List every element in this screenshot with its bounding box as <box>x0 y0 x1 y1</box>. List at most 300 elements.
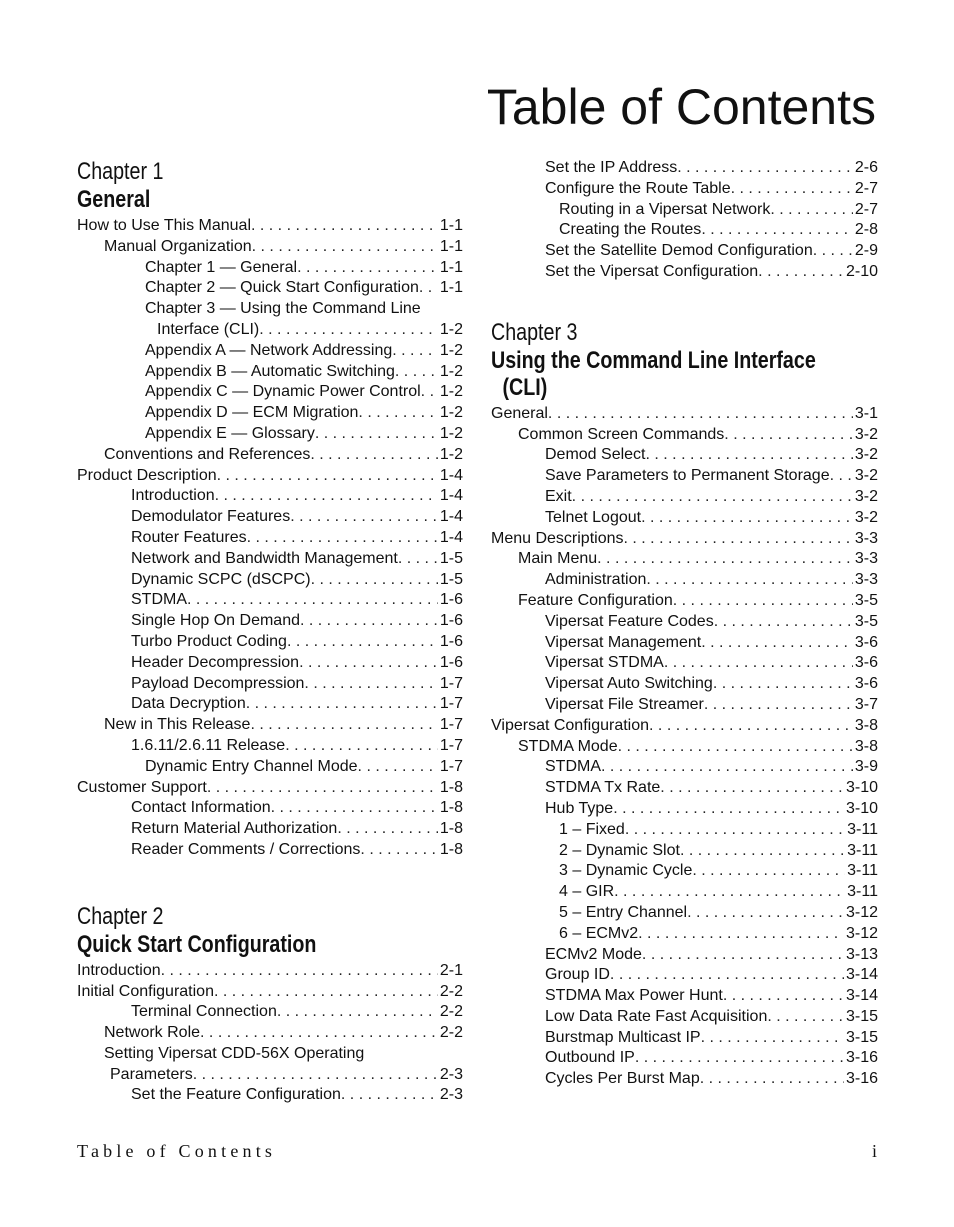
toc-entry-page: 1-5 <box>439 549 463 567</box>
dot-leader <box>642 945 844 966</box>
dot-leader <box>193 1065 438 1086</box>
toc-entry-label: Data Decryption <box>131 695 246 713</box>
toc-entry[interactable] <box>491 986 878 1007</box>
toc-entry-page: 1-8 <box>439 799 463 817</box>
toc-entry-page: 3-15 <box>845 1028 878 1046</box>
toc-entry-label: Menu Descriptions <box>491 529 624 547</box>
toc-entry-page: 1-7 <box>439 695 463 713</box>
toc-entry-label: Manual Organization <box>104 237 252 255</box>
toc-entry-page: 1-4 <box>439 487 463 505</box>
toc-entry-label: 1.6.11/2.6.11 Release <box>131 736 286 754</box>
toc-entry-label: Telnet Logout <box>545 508 642 526</box>
toc-entry-page: 1-4 <box>439 508 463 526</box>
dot-leader <box>392 341 438 362</box>
toc-entry-label: Vipersat STDMA <box>545 654 664 672</box>
dot-leader <box>290 507 438 528</box>
toc-entry-page: 1-1 <box>439 258 463 276</box>
toc-right-column <box>491 158 878 1090</box>
toc-entry[interactable] <box>491 924 878 945</box>
toc-entry-label: Payload Decompression <box>131 674 305 692</box>
toc-entry[interactable] <box>77 278 463 299</box>
dot-leader <box>641 508 853 529</box>
toc-entry-page: 1-6 <box>439 632 463 650</box>
toc-entry-label: Terminal Connection <box>131 1003 277 1021</box>
dot-leader <box>251 216 438 237</box>
toc-entry-label: Common Screen Commands <box>518 425 725 443</box>
toc-entry[interactable] <box>77 632 463 653</box>
toc-entry-page: 3-2 <box>854 487 878 505</box>
dot-leader <box>704 695 853 716</box>
chapter-number: Chapter 1 <box>77 158 164 185</box>
chapter-title-line: Quick Start Configuration <box>77 930 317 958</box>
dot-leader <box>285 736 438 757</box>
toc-entry-page: 1-1 <box>439 217 463 234</box>
toc-entry-label: Vipersat Management <box>545 633 702 651</box>
dot-leader <box>252 237 438 258</box>
toc-entry-page: 2-2 <box>439 1024 463 1042</box>
toc-entry-label: 4 – GIR <box>559 883 615 901</box>
toc-entry[interactable] <box>77 674 463 695</box>
toc-entry[interactable] <box>491 612 878 633</box>
dot-leader <box>713 674 853 695</box>
toc-entry[interactable] <box>491 882 878 903</box>
chapter-title-line: Using the Command Line Interface <box>491 346 816 374</box>
toc-entry[interactable] <box>77 961 463 982</box>
toc-entry[interactable] <box>77 528 463 549</box>
toc-entry-label: Return Material Authorization <box>131 820 338 838</box>
toc-entry-page: 3-14 <box>845 966 878 984</box>
toc-entry[interactable] <box>491 945 878 966</box>
dot-leader <box>421 382 438 403</box>
dot-leader <box>601 757 853 778</box>
toc-entry[interactable] <box>491 570 878 591</box>
toc-entry-label: Low Data Rate Fast Acquisition <box>545 1007 768 1025</box>
toc-entry[interactable] <box>77 1065 463 1086</box>
dot-leader <box>246 694 438 715</box>
toc-entry-label: Set the IP Address <box>545 159 678 176</box>
chapter-title-line: (CLI) <box>502 373 548 401</box>
dot-leader <box>649 716 853 737</box>
toc-entry-page: 1-4 <box>439 528 463 546</box>
toc-entry-page: 3-3 <box>854 550 878 568</box>
toc-entry[interactable] <box>77 1085 463 1106</box>
toc-entry-label: Initial Configuration <box>77 982 214 1000</box>
toc-entry[interactable] <box>491 1028 878 1049</box>
toc-entry-label: Dynamic Entry Channel Mode <box>145 757 358 775</box>
toc-entry-list <box>77 216 463 861</box>
dot-leader <box>701 1028 844 1049</box>
dot-leader <box>625 820 845 841</box>
toc-entry-label: Group ID <box>545 966 610 984</box>
toc-entry[interactable] <box>491 508 878 529</box>
dot-leader <box>299 653 438 674</box>
toc-entry[interactable] <box>77 549 463 570</box>
toc-entry-label: Feature Configuration <box>518 591 673 609</box>
toc-entry[interactable] <box>77 507 463 528</box>
dot-leader <box>250 715 437 736</box>
footer-title: Table of Contents <box>77 1141 277 1161</box>
toc-entry-label: General <box>491 404 548 422</box>
dot-leader <box>723 986 844 1007</box>
toc-entry-label: Chapter 1 — General <box>145 258 298 276</box>
toc-entry-label: Vipersat Configuration <box>491 716 650 734</box>
toc-entry[interactable] <box>77 798 463 819</box>
toc-entry-page: 2-7 <box>854 179 878 197</box>
toc-entry-page: 2-9 <box>854 242 878 260</box>
toc-entry[interactable] <box>491 633 878 654</box>
toc-entry-label: Product Description <box>77 466 217 484</box>
toc-entry[interactable] <box>491 674 878 695</box>
dot-leader <box>300 611 438 632</box>
toc-entry-page: 2-6 <box>854 159 878 176</box>
toc-entry[interactable] <box>491 487 878 508</box>
toc-entry[interactable] <box>77 570 463 591</box>
toc-entry[interactable] <box>77 653 463 674</box>
toc-entry-label: Turbo Product Coding <box>131 632 287 650</box>
toc-entry-label: Set the Feature Configuration <box>131 1086 341 1104</box>
toc-entry-label: Outbound IP <box>545 1049 635 1067</box>
page-title: Table of Contents <box>486 79 876 135</box>
toc-entry-page: 1-2 <box>439 445 463 463</box>
toc-entry[interactable] <box>77 982 463 1003</box>
toc-entry[interactable] <box>77 736 463 757</box>
toc-entry[interactable] <box>77 840 463 861</box>
toc-entry-label: STDMA Max Power Hunt <box>545 987 723 1005</box>
toc-entry-label: Demod Select <box>545 446 646 464</box>
toc-entry[interactable] <box>77 382 463 403</box>
toc-entry-page: 3-5 <box>854 591 878 609</box>
toc-entry-page: 1-4 <box>439 466 463 484</box>
toc-entry[interactable] <box>77 466 463 487</box>
toc-entry-label: Demodulator Features <box>131 508 291 526</box>
chapter-title <box>491 346 816 401</box>
dot-leader <box>724 425 853 446</box>
dot-leader <box>701 220 853 241</box>
toc-entry-label: Setting Vipersat CDD-56X Operating <box>104 1044 365 1062</box>
toc-entry-label: Interface (CLI) <box>157 320 260 338</box>
toc-entry[interactable] <box>77 590 463 611</box>
toc-entry[interactable] <box>77 424 463 445</box>
toc-entry-page: 3-14 <box>845 987 878 1005</box>
toc-entry-page: 3-6 <box>854 675 878 693</box>
toc-entry-label: Exit <box>545 487 572 505</box>
dot-leader <box>207 778 438 799</box>
toc-entry[interactable] <box>491 241 878 262</box>
dot-leader <box>187 590 438 611</box>
dot-leader <box>714 612 853 633</box>
toc-entry[interactable] <box>77 216 463 237</box>
toc-entry-page: 1-6 <box>439 591 463 609</box>
toc-entry-page: 3-8 <box>854 716 878 734</box>
dot-leader <box>395 362 438 383</box>
toc-entry-label: STDMA <box>131 591 187 609</box>
toc-entry-label: 3 – Dynamic Cycle <box>559 862 693 880</box>
toc-entry-label: Reader Comments / Corrections <box>131 840 361 858</box>
toc-entry-label: New in This Release <box>104 716 251 734</box>
toc-entry-page: 1-8 <box>439 820 463 838</box>
footer-page-number: i <box>871 1141 877 1161</box>
dot-leader <box>337 819 438 840</box>
dot-leader <box>161 961 438 982</box>
toc-entry-page: 3-12 <box>845 924 878 942</box>
dot-leader <box>677 158 853 179</box>
toc-entry-label: Chapter 3 — Using the Command Line <box>145 300 421 318</box>
toc-entry-page: 3-3 <box>854 571 878 589</box>
toc-entry-page: 3-8 <box>854 737 878 755</box>
dot-leader <box>247 528 438 549</box>
toc-entry-page: 1-2 <box>439 320 463 338</box>
toc-entry[interactable] <box>491 220 878 241</box>
toc-entry-label: Network Role <box>104 1024 201 1042</box>
toc-entry-label: Vipersat File Streamer <box>545 695 704 713</box>
toc-entry-page: 1-2 <box>439 362 463 380</box>
dot-leader <box>398 549 438 570</box>
toc-entry[interactable] <box>77 778 463 799</box>
toc-entry[interactable] <box>491 200 878 221</box>
toc-entry[interactable] <box>491 158 878 179</box>
dot-leader <box>664 653 853 674</box>
toc-entry-page: 1-8 <box>439 778 463 796</box>
toc-entry-page: 1-1 <box>439 279 463 297</box>
dot-leader <box>277 1002 438 1023</box>
toc-entry[interactable] <box>491 425 878 446</box>
toc-entry[interactable] <box>77 299 463 320</box>
toc-entry[interactable] <box>77 1023 463 1044</box>
toc-entry[interactable] <box>491 262 878 283</box>
toc-entry-label: Dynamic SCPC (dSCPC) <box>131 570 311 588</box>
dot-leader <box>214 982 438 1003</box>
toc-entry-page: 2-2 <box>439 982 463 1000</box>
dot-leader <box>731 179 853 200</box>
dot-leader <box>310 445 438 466</box>
toc-entry[interactable] <box>491 757 878 778</box>
toc-entry[interactable] <box>491 1069 878 1090</box>
toc-entry-label: Set the Vipersat Configuration <box>545 262 759 280</box>
toc-entry-page: 2-1 <box>439 961 463 979</box>
toc-entry-page: 3-6 <box>854 654 878 672</box>
dot-leader <box>304 674 437 695</box>
dot-leader <box>287 632 438 653</box>
toc-entry[interactable] <box>491 404 878 425</box>
toc-entry[interactable] <box>77 486 463 507</box>
dot-leader <box>297 258 438 279</box>
toc-left-column <box>77 158 463 1106</box>
dot-leader <box>770 200 853 221</box>
toc-entry[interactable] <box>491 529 878 550</box>
toc-entry-label: Appendix D — ECM Migration <box>145 404 359 422</box>
toc-entry-page: 3-2 <box>854 467 878 485</box>
toc-entry-page: 3-11 <box>847 841 878 859</box>
toc-entry-label: Appendix C — Dynamic Power Control <box>145 383 421 401</box>
toc-entry-page: 3-10 <box>845 799 878 817</box>
dot-leader <box>341 1085 438 1106</box>
toc-entry[interactable] <box>77 694 463 715</box>
dot-leader <box>217 466 438 487</box>
toc-entry-page: 2-2 <box>439 1003 463 1021</box>
toc-entry-page: 1-7 <box>439 674 463 692</box>
toc-entry[interactable] <box>77 362 463 383</box>
toc-entry-page: 3-2 <box>854 508 878 526</box>
toc-entry-page: 1-2 <box>439 404 463 422</box>
toc-entry[interactable] <box>77 258 463 279</box>
dot-leader <box>680 841 845 862</box>
toc-entry-page: 1-1 <box>439 237 463 255</box>
toc-entry-page: 1-6 <box>439 612 463 630</box>
dot-leader <box>673 591 853 612</box>
dot-leader <box>692 861 845 882</box>
toc-entry[interactable] <box>77 757 463 778</box>
toc-entry-label: Header Decompression <box>131 653 300 671</box>
toc-entry-page: 3-11 <box>847 820 878 838</box>
toc-entry-page: 1-7 <box>439 716 463 734</box>
toc-entry-page: 1-7 <box>439 736 463 754</box>
dot-leader <box>638 924 844 945</box>
dot-leader <box>687 903 844 924</box>
toc-entry-page: 1-8 <box>439 840 463 858</box>
toc-entry[interactable] <box>491 778 878 799</box>
dot-leader <box>700 1069 844 1090</box>
toc-entry-label: How to Use This Manual <box>77 217 251 234</box>
dot-leader <box>259 320 438 341</box>
toc-entry[interactable] <box>77 341 463 362</box>
toc-entry-page: 3-6 <box>854 633 878 651</box>
toc-entry-page: 2-7 <box>854 200 878 218</box>
dot-leader <box>311 570 438 591</box>
toc-entry-label: Burstmap Multicast IP <box>545 1028 701 1046</box>
toc-entry-page: 3-5 <box>854 612 878 630</box>
toc-entry-label: ECMv2 Mode <box>545 945 642 963</box>
dot-leader <box>572 487 853 508</box>
toc-entry-page: 3-16 <box>845 1049 878 1067</box>
toc-entry-page: 1-2 <box>439 341 463 359</box>
dot-leader <box>613 799 844 820</box>
toc-entry-page: 3-3 <box>854 529 878 547</box>
toc-entry[interactable] <box>491 965 878 986</box>
toc-entry[interactable] <box>491 445 878 466</box>
toc-entry-list <box>491 404 878 1090</box>
toc-entry[interactable] <box>77 611 463 632</box>
toc-entry-label: Save Parameters to Permanent Storage <box>545 467 830 485</box>
dot-leader <box>635 1048 844 1069</box>
toc-entry[interactable] <box>77 445 463 466</box>
toc-entry-label: Set the Satellite Demod Configuration <box>545 242 813 260</box>
toc-entry-page: 3-11 <box>847 862 878 880</box>
toc-entry[interactable] <box>491 841 878 862</box>
dot-leader <box>646 445 853 466</box>
toc-entry[interactable] <box>77 320 463 341</box>
toc-entry[interactable] <box>77 1044 463 1065</box>
dot-leader <box>610 965 844 986</box>
chapter-number: Chapter 2 <box>77 902 164 930</box>
chapter-heading <box>77 903 463 958</box>
toc-entry-label: 6 – ECMv2 <box>559 924 639 942</box>
chapter-title-line: General <box>77 186 151 213</box>
toc-entry[interactable] <box>491 861 878 882</box>
toc-entry-label: Network and Bandwidth Management <box>131 549 398 567</box>
toc-entry-label: Routing in a Vipersat Network <box>559 200 771 218</box>
toc-entry-label: Introduction <box>131 487 215 505</box>
dot-leader <box>758 262 844 283</box>
toc-entry-page: 3-10 <box>845 779 878 797</box>
toc-entry-page: 2-3 <box>439 1086 463 1104</box>
toc-entry[interactable] <box>77 715 463 736</box>
toc-entry-page: 3-7 <box>854 695 878 713</box>
toc-entry[interactable] <box>491 820 878 841</box>
toc-entry-page: 3-13 <box>845 945 878 963</box>
toc-entry-page: 1-5 <box>439 570 463 588</box>
dot-leader <box>358 757 438 778</box>
toc-entry[interactable] <box>491 549 878 570</box>
dot-leader <box>315 424 438 445</box>
toc-entry[interactable] <box>491 695 878 716</box>
toc-entry[interactable] <box>491 716 878 737</box>
toc-entry-label: Configure the Route Table <box>545 179 731 197</box>
toc-entry-list <box>77 961 463 1107</box>
toc-entry-page: 2-8 <box>854 221 878 239</box>
toc-entry[interactable] <box>491 799 878 820</box>
toc-entry-label: 5 – Entry Channel <box>559 903 688 921</box>
dot-leader <box>271 798 438 819</box>
dot-leader <box>597 549 853 570</box>
toc-entry-label: Appendix B — Automatic Switching <box>145 362 395 380</box>
dot-leader <box>660 778 844 799</box>
dot-leader <box>548 404 853 425</box>
toc-entry-label: Main Menu <box>518 550 598 568</box>
toc-entry-label: Parameters <box>110 1065 193 1083</box>
toc-entry[interactable] <box>491 179 878 200</box>
toc-entry-list <box>491 158 878 283</box>
toc-entry-label: Appendix A — Network Addressing <box>145 341 393 359</box>
dot-leader <box>646 570 853 591</box>
toc-entry-label: Cycles Per Burst Map <box>545 1070 700 1088</box>
toc-entry-page: 1-2 <box>439 383 463 401</box>
toc-entry[interactable] <box>491 1048 878 1069</box>
toc-entry[interactable] <box>491 737 878 758</box>
toc-entry-label: Vipersat Auto Switching <box>545 675 713 693</box>
toc-entry-label: 2 – Dynamic Slot <box>559 841 680 859</box>
toc-entry-label: Conventions and References <box>104 445 311 463</box>
toc-entry-label: Introduction <box>77 961 161 979</box>
toc-entry[interactable] <box>491 466 878 487</box>
chapter-number: Chapter 3 <box>491 318 578 346</box>
toc-entry[interactable] <box>491 591 878 612</box>
dot-leader <box>215 486 438 507</box>
toc-entry[interactable] <box>77 237 463 258</box>
toc-entry[interactable] <box>491 1007 878 1028</box>
chapter-heading <box>77 158 463 213</box>
toc-entry-page: 3-11 <box>847 883 878 901</box>
dot-leader <box>419 278 438 299</box>
dot-leader <box>618 737 853 758</box>
toc-entry-label: Contact Information <box>131 799 271 817</box>
toc-entry[interactable] <box>77 1002 463 1023</box>
toc-entry-page: 3-2 <box>854 446 878 464</box>
toc-entry[interactable] <box>77 819 463 840</box>
toc-entry[interactable] <box>77 403 463 424</box>
dot-leader <box>701 633 853 654</box>
toc-entry-label: Chapter 2 — Quick Start Configuration <box>145 279 419 297</box>
toc-entry-label: STDMA Tx Rate <box>545 779 661 797</box>
toc-entry[interactable] <box>491 653 878 674</box>
dot-leader <box>624 529 853 550</box>
toc-entry-label: Creating the Routes <box>559 221 702 239</box>
toc-entry-page: 3-2 <box>854 425 878 443</box>
toc-entry-page: 3-15 <box>845 1007 878 1025</box>
dot-leader <box>360 840 437 861</box>
dot-leader <box>200 1023 438 1044</box>
toc-entry-label: 1 – Fixed <box>559 820 625 838</box>
toc-entry[interactable] <box>491 903 878 924</box>
